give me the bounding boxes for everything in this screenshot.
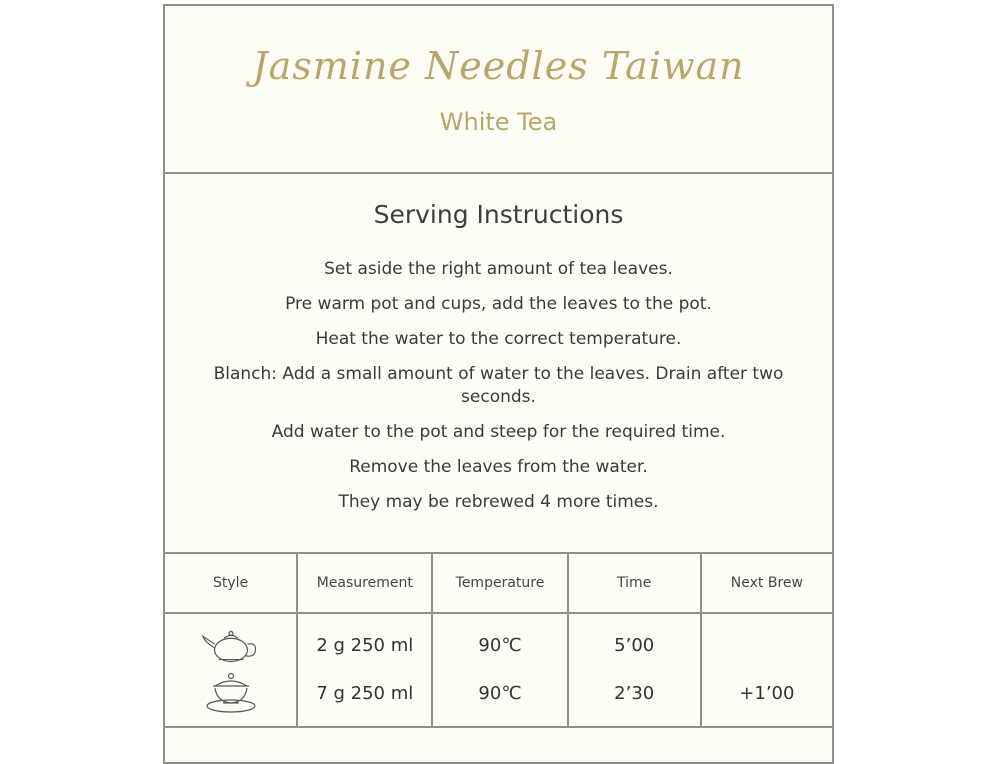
next-brew-value: +1’00 (739, 683, 795, 704)
next-brew-cell (702, 614, 832, 726)
tea-type: White Tea (439, 108, 558, 136)
time-value: 2’30 (614, 683, 655, 704)
measurement-cell (298, 614, 433, 726)
instruction-steps (205, 258, 792, 526)
header-cell (298, 554, 433, 612)
temperature-value: 90℃ (478, 635, 522, 656)
table-header-row (165, 554, 832, 614)
header-style: Style (213, 575, 249, 591)
instruction-step: Remove the leaves from the water. (349, 457, 648, 477)
card-header (165, 6, 832, 174)
instruction-step: Pre warm pot and cups, add the leaves to the pot. (285, 294, 712, 314)
measurement-value: 2 g 250 ml (316, 635, 414, 656)
header-cell (702, 554, 832, 612)
header-time: Time (617, 575, 652, 591)
temperature-value: 90℃ (478, 683, 522, 704)
tea-name: Jasmine Needles Taiwan (252, 44, 745, 88)
instruction-step: Add water to the pot and steep for the required time. (271, 422, 726, 442)
serving-instructions (165, 174, 832, 554)
measurement-value: 7 g 250 ml (316, 683, 414, 704)
gaiwan-icon (201, 672, 261, 716)
time-value: 5’00 (614, 635, 655, 656)
instruction-step: Set aside the right amount of tea leaves. (324, 259, 673, 279)
time-cell (569, 614, 702, 726)
teapot-icon (201, 624, 261, 668)
header-measurement: Measurement (316, 575, 413, 591)
instruction-step: Blanch: Add a small amount of water to the leaves. Drain after two seconds. (213, 364, 784, 407)
instructions-title: Serving Instructions (373, 200, 624, 229)
brewing-table (165, 554, 832, 734)
instruction-step: They may be rebrewed 4 more times. (338, 492, 659, 512)
instruction-step: Heat the water to the correct temperature. (315, 329, 682, 349)
header-next-brew: Next Brew (730, 575, 803, 591)
header-cell (165, 554, 298, 612)
temperature-cell (433, 614, 568, 726)
style-cell (165, 614, 298, 726)
table-body-row (165, 614, 832, 728)
header-cell (569, 554, 702, 612)
tea-card (163, 4, 834, 764)
header-temperature: Temperature (455, 575, 545, 591)
header-cell (433, 554, 568, 612)
